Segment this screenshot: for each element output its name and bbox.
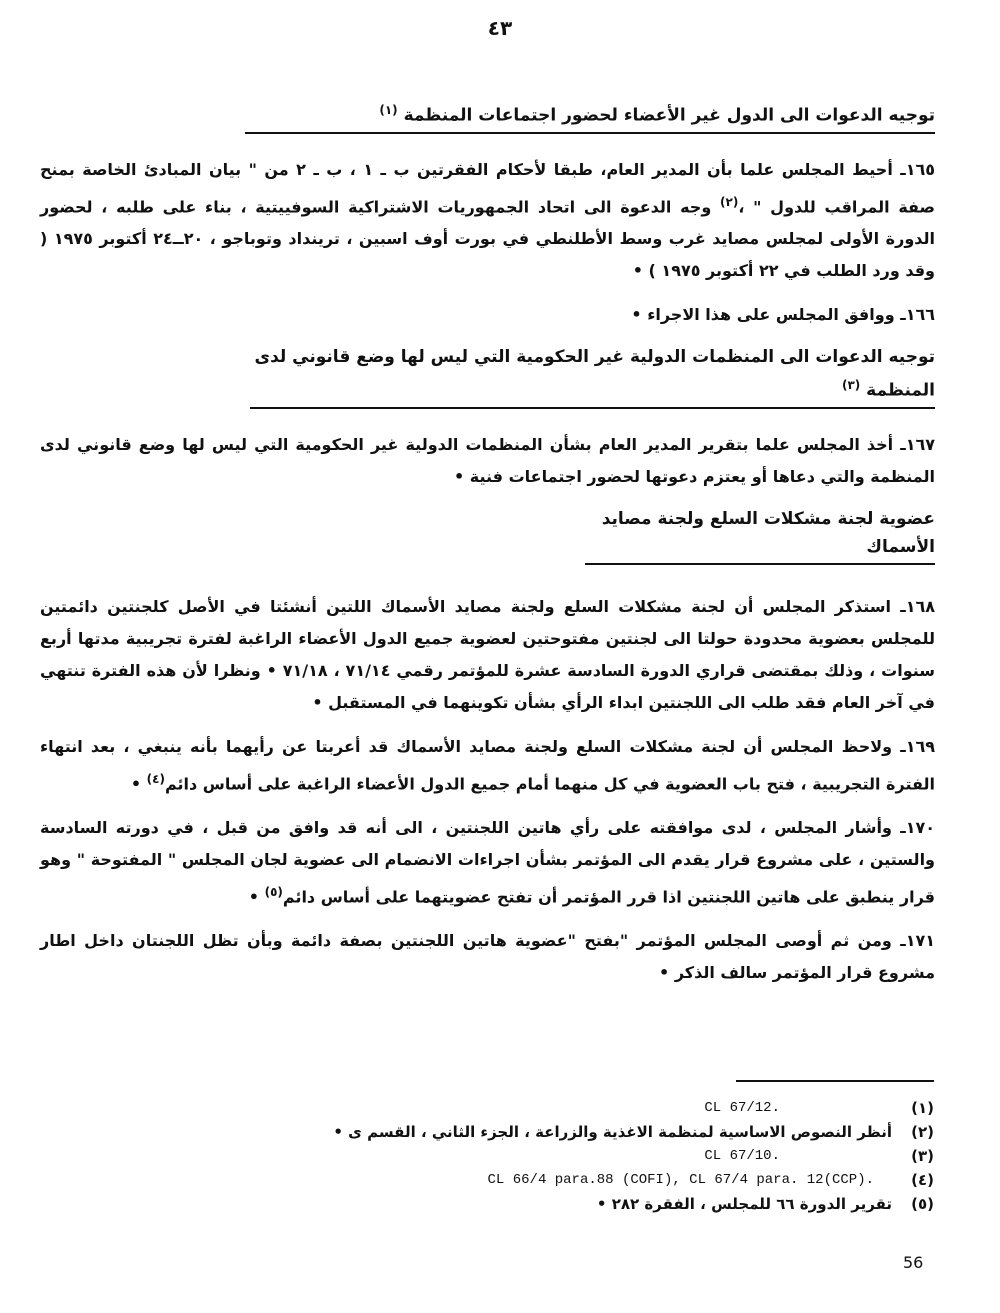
paragraph-text-continued: •	[248, 887, 265, 907]
section-heading-invitations-non-member-states	[245, 96, 935, 134]
heading-text: توجيه الدعوات الى المنظمات الدولية غير الحكومية التي ليس لها وضع قانوني لدى المنظمة	[254, 346, 935, 401]
heading-underline	[585, 563, 935, 565]
paragraph-text: ١٦٩ـ ولاحظ المجلس أن لجنة مشكلات السلع ولجنة مصايد الأسماك قد أعربتا عن رأيهما بأنه ينبغي ، بعد انتهاء الفترة التجريبية ، فتح باب العضوية في كل منهما أمام جميع الدول الأعضاء الراغبة على أساس دائم	[40, 736, 935, 793]
paragraph-169	[40, 731, 935, 800]
heading-underline	[250, 407, 935, 409]
paragraph-text-continued: وجه الدعوة الى اتحاد الجمهوريات الاشتراكية السوفييتية ، بناء على طلبه ، لحضور الدورة الأولى لمجلس مصايد غرب وسط الأطلنطي في بورت أوف اسبين ، ترينداد وتوباجو ، ٢٠ــ٢٤ أكتوبر ١٩٧٥ ( وقد ورد الطلب في ٢٢ أكتوبر ١٩٧٥ ) •	[40, 196, 936, 280]
footnote-marker: (٥)	[911, 1195, 934, 1213]
footnote-text: أنظر النصوص الاساسية لمنظمة الاغذية والزراعة ، الجزء الثاني ، القسم ى •	[333, 1123, 892, 1141]
footnote-text: CL 66/4 para.88 (COFI), CL 67/4 para. 12(CCP).	[487, 1172, 874, 1188]
arabic-page-number: ٤٣	[487, 16, 513, 40]
heading-text: عضوية لجنة مشكلات السلع ولجنة مصايد الأسماك	[601, 508, 935, 557]
paragraph-166	[40, 299, 935, 331]
footnote-marker: (١)	[911, 1099, 934, 1117]
paragraph-165	[40, 154, 935, 287]
footnote-text: CL 67/12.	[704, 1100, 780, 1116]
paragraph-text: ١٧١ـ ومن ثم أوصى المجلس المؤتمر "بفتح "عضوية هاتين اللجنتين بصفة دائمة وبأن تظل اللجنتان داخل اطار مشروع قرار المؤتمر سالف الذكر •	[40, 931, 935, 983]
heading-text: توجيه الدعوات الى الدول غير الأعضاء لحضور اجتماعات المنظمة	[403, 105, 935, 126]
footnote-ref[interactable]: (٥)	[264, 884, 283, 899]
heading-underline	[245, 132, 935, 134]
paragraph-text: ١٦٦ـ ووافق المجلس على هذا الاجراء •	[631, 304, 935, 324]
footnote-3	[294, 1144, 934, 1168]
paragraph-171	[40, 925, 935, 989]
footnote-marker: (٣)	[911, 1147, 934, 1165]
section-heading-invitations-ngos	[250, 343, 935, 409]
footnote-marker: (٢)	[911, 1123, 934, 1141]
paragraph-text: ١٦٧ـ أخذ المجلس علما بتقرير المدير العام بشأن المنظمات الدولية غير الحكومية التي ليس لها وضع قانوني لدى المنظمة والتي دعاها أو يعتزم دعوتها لحضور اجتماعات فنية •	[40, 434, 935, 486]
paragraph-text: ١٧٠ـ وأشار المجلس ، لدى موافقته على رأي هاتين اللجنتين ، الى أنه قد وافق من قبل ، في دورته السادسة والستين ، على مشروع قرار يقدم الى المؤتمر بشأن اجراءات الانضمام الى عضوية لجان المجلس " المفتوحة " وهو قرار ينطبق على هاتين اللجنتين اذا قرر المؤتمر أن تفتح عضويتهما على أساس دائم	[40, 817, 935, 907]
footnote-1	[294, 1096, 934, 1120]
document-body	[40, 96, 935, 989]
paragraph-168	[40, 591, 935, 719]
paragraph-167	[40, 429, 935, 493]
section-heading-committee-membership	[585, 505, 935, 565]
paragraph-text: ١٦٨ـ استذكر المجلس أن لجنة مشكلات السلع ولجنة مصايد الأسماك اللتين أنشئتا في الأصل كلجنتين دائمتين للمجلس بعضوية محدودة حولتا الى لجنتين مفتوحتين لعضوية جميع الدول الأعضاء الراغبة لفترة تجريبية مدتها أربع سنوات ، وذلك بمقتضى قراري الدورة السادسة عشرة للمؤتمر رقمي ٧١/١٤ ، ٧١/١٨ • ونظرا لأن هذه الفترة تنتهي في آخر العام فقد طلب الى اللجنتين ابداء الرأي بشأن تكوينهما في المستقبل •	[40, 596, 935, 712]
footnote-text: تقرير الدورة ٦٦ للمجلس ، الفقرة ٢٨٢ •	[596, 1195, 892, 1213]
paragraph-170	[40, 812, 935, 913]
footnote-marker: (٤)	[911, 1171, 934, 1189]
footnote-ref[interactable]: (١)	[379, 103, 398, 117]
paragraph-text: ١٦٥ـ أحيط المجلس علما بأن المدير العام، طبقا لأحكام الفقرتين ب ـ ١ ، ب ـ ٢ من " بيان المبادئ الخاصة بمنح صفة المراقب للدول " ،	[40, 159, 936, 216]
footnote-ref[interactable]: (٤)	[146, 771, 165, 786]
footnote-4	[294, 1168, 934, 1192]
footnote-ref[interactable]: (٢)	[720, 194, 739, 209]
footnote-text: CL 67/10.	[704, 1148, 780, 1164]
footnote-ref[interactable]: (٣)	[841, 377, 861, 392]
footnote-separator	[736, 1080, 934, 1082]
paragraph-text-continued: •	[130, 773, 147, 793]
footnote-2	[294, 1120, 934, 1144]
page-number: 56	[903, 1253, 924, 1272]
footnote-5	[294, 1192, 934, 1216]
footnotes	[294, 1096, 934, 1216]
